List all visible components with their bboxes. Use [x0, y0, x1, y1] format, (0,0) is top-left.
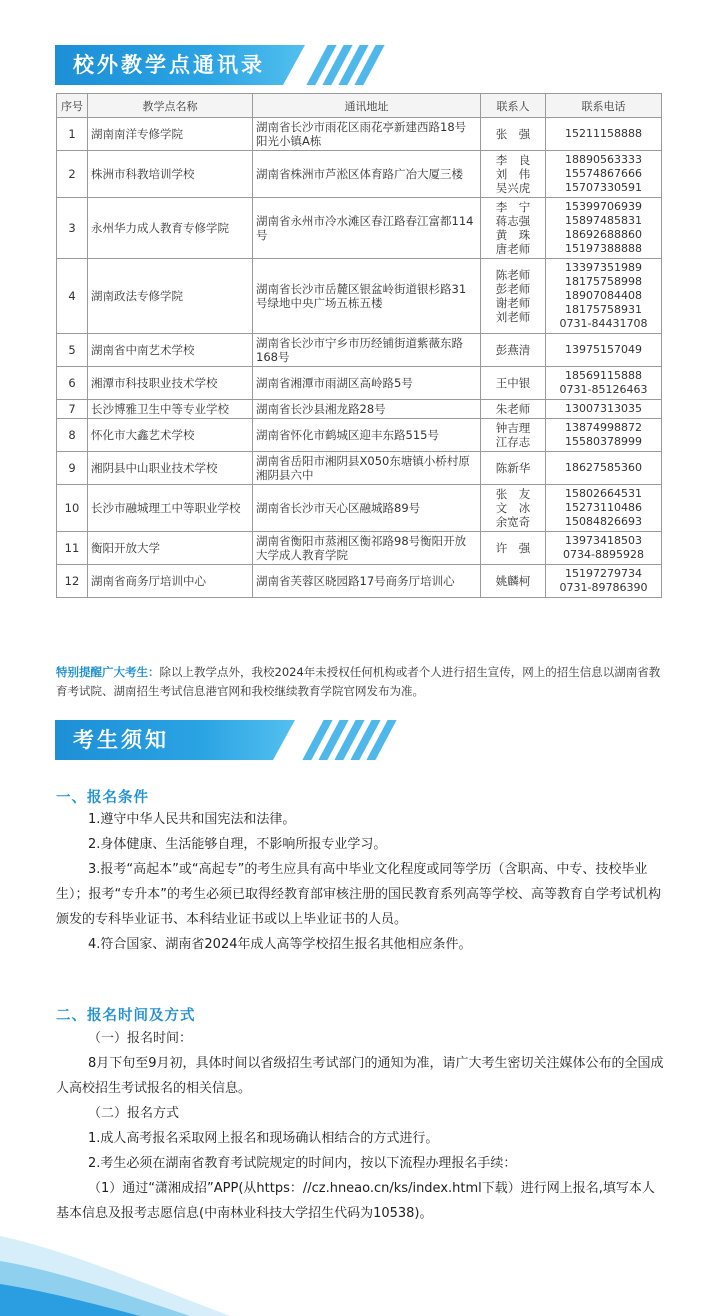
school-name: 湘阴县中山职业技术学校: [88, 452, 253, 485]
contact-phones: [546, 400, 662, 419]
table-row: [57, 419, 662, 452]
table-row: [57, 565, 662, 598]
contact-name: 朱老师: [495, 402, 531, 416]
contact-name: 文 冰: [495, 501, 531, 515]
contact-name: 钟吉理: [495, 421, 531, 435]
row-number: 10: [57, 485, 88, 532]
phone-number: 0731-85126463: [559, 383, 648, 396]
phone-number: 18175758998: [565, 275, 642, 288]
contact-persons: [481, 419, 546, 452]
address: 湖南省长沙市天心区融城路89号: [253, 485, 481, 532]
section-title: 校外教学点通讯录: [73, 53, 265, 77]
contact-phones: [546, 118, 662, 151]
address: 湖南省怀化市鹤城区迎丰东路515号: [253, 419, 481, 452]
row-number: 5: [57, 334, 88, 367]
address: 湖南省永州市冷水滩区春江路春江富都114号: [253, 198, 481, 259]
contact-phones: [546, 532, 662, 565]
contact-name: 彭燕清: [495, 343, 531, 357]
phone-number: 13975157049: [565, 343, 642, 356]
contact-persons: [481, 118, 546, 151]
phone-number: 15574867666: [565, 167, 642, 180]
address: 湖南省衡阳市蒸湘区衡祁路98号衡阳开放大学成人教育学院: [253, 532, 481, 565]
section-banner-notes: [55, 720, 425, 760]
phone-number: 18907084408: [565, 289, 642, 302]
address: 湖南省长沙县湘龙路28号: [253, 400, 481, 419]
directory-table: [56, 93, 662, 598]
contact-name: 王中银: [495, 376, 531, 390]
phone-number: 18627585360: [565, 461, 642, 474]
contact-name: 张 强: [495, 127, 531, 141]
address: 湖南省长沙市宁乡市历经铺街道紫薇东路168号: [253, 334, 481, 367]
row-number: 6: [57, 367, 88, 400]
phone-number: 15084826693: [565, 515, 642, 528]
address: 湖南省岳阳市湘阴县X050东塘镇小桥村原湘阴县六中: [253, 452, 481, 485]
table-row: [57, 485, 662, 532]
registration-details: [56, 1026, 666, 1226]
phone-number: 13973418503: [565, 534, 642, 547]
contact-name: 余宽奇: [495, 515, 531, 529]
school-name: 衡阳开放大学: [88, 532, 253, 565]
contact-name: 彭老师: [495, 282, 531, 296]
table-row: [57, 334, 662, 367]
school-name: 湖南省商务厅培训中心: [88, 565, 253, 598]
conditions-list: [56, 807, 666, 957]
phone-number: 0731-89786390: [559, 581, 648, 594]
notice-label: 特别提醒广大考生：: [56, 665, 160, 679]
contact-persons: [481, 452, 546, 485]
contact-persons: [481, 367, 546, 400]
row-number: 12: [57, 565, 88, 598]
contact-name: 李 宁: [495, 200, 531, 214]
school-name: 株洲市科教培训学校: [88, 151, 253, 198]
phone-number: 15802664531: [565, 487, 642, 500]
contact-phones: [546, 485, 662, 532]
contact-phones: [546, 151, 662, 198]
table-row: [57, 118, 662, 151]
contact-name: 蒋志强: [495, 214, 531, 228]
table-row: [57, 198, 662, 259]
school-name: 长沙博雅卫生中等专业学校: [88, 400, 253, 419]
row-number: 2: [57, 151, 88, 198]
table-row: [57, 452, 662, 485]
phone-number: 15197388888: [565, 242, 642, 255]
school-name: 永州华力成人教育专修学院: [88, 198, 253, 259]
phone-number: 15897485831: [565, 214, 642, 227]
table-row: [57, 532, 662, 565]
row-number: 4: [57, 259, 88, 334]
contact-name: 陈老师: [495, 268, 531, 282]
table-row: [57, 151, 662, 198]
phone-number: 13874998872: [565, 421, 642, 434]
contact-name: 张 友: [495, 487, 531, 501]
notice-text: 除以上教学点外，我校2024年未授权任何机构或者个人进行招生宣传，网上的招生信息以湖南省教育考试院、湖南招生考试信息港官网和我校继续教育学院官网发布为准。: [56, 665, 661, 698]
address: 湖南省芙蓉区晓园路17号商务厅培训心: [253, 565, 481, 598]
method-item: 1.成人高考报名采取网上报名和现场确认相结合的方式进行。: [88, 1131, 439, 1146]
row-number: 8: [57, 419, 88, 452]
phone-number: 18692688860: [565, 228, 642, 241]
condition-item: 3.报考“高起本”或“高起专”的考生应具有高中毕业文化程度或同等学历（含职高、中专、技校毕业生）；报考“专升本”的考生必须已取得经教育部审核注册的国民教育系列高等学校、高等教育自学考试机构颁发的专科毕业证书、本科结业证书或以上毕业证书的人员。: [56, 862, 661, 927]
phone-number: 15399706939: [565, 200, 642, 213]
contact-persons: [481, 565, 546, 598]
table-row: [57, 259, 662, 334]
phone-number: 18569115888: [565, 369, 642, 382]
school-name: 湖南南洋专修学院: [88, 118, 253, 151]
section-title: 考生须知: [73, 728, 169, 752]
phone-number: 15211158888: [565, 127, 642, 140]
address: 湖南省株洲市芦淞区体育路广冶大厦三楼: [253, 151, 481, 198]
contact-persons: [481, 485, 546, 532]
phone-number: 15197279734: [565, 567, 642, 580]
contact-persons: [481, 198, 546, 259]
address: 湖南省湘潭市雨湖区高岭路5号: [253, 367, 481, 400]
phone-number: 0731-84431708: [559, 317, 648, 330]
header-phone: 联系电话: [546, 94, 662, 118]
contact-name: 唐老师: [495, 242, 531, 256]
contact-persons: [481, 334, 546, 367]
phone-number: 15580378999: [565, 435, 642, 448]
contact-persons: [481, 259, 546, 334]
phone-number: 18890563333: [565, 153, 642, 166]
sub-heading-method: （二）报名方式: [88, 1106, 180, 1121]
contact-name: 许 强: [495, 541, 531, 555]
phone-number: 13007313035: [565, 402, 642, 415]
contact-name: 谢老师: [495, 296, 531, 310]
contact-persons: [481, 151, 546, 198]
address: 湖南省长沙市雨花区雨花亭新建西路18号阳光小镇A栋: [253, 118, 481, 151]
contact-phones: [546, 419, 662, 452]
school-name: 湖南省中南艺术学校: [88, 334, 253, 367]
header-address: 通讯地址: [253, 94, 481, 118]
phone-number: 18175758931: [565, 303, 642, 316]
table-row: [57, 400, 662, 419]
heading-registration-conditions: 一、报名条件: [56, 790, 149, 806]
contact-name: 刘 伟: [495, 167, 531, 181]
header-contact: 联系人: [481, 94, 546, 118]
contact-phones: [546, 452, 662, 485]
condition-item: 4.符合国家、湖南省2024年成人高等学校招生报名其他相应条件。: [88, 937, 472, 952]
contact-name: 江存志: [495, 435, 531, 449]
contact-phones: [546, 334, 662, 367]
row-number: 11: [57, 532, 88, 565]
contact-persons: [481, 532, 546, 565]
row-number: 7: [57, 400, 88, 419]
condition-item: 2.身体健康、生活能够自理，不影响所报专业学习。: [88, 837, 387, 852]
table-header-row: [57, 94, 662, 118]
contact-name: 黄 珠: [495, 228, 531, 242]
row-number: 3: [57, 198, 88, 259]
phone-number: 15707330591: [565, 181, 642, 194]
contact-phones: [546, 259, 662, 334]
school-name: 湘潭市科技职业技术学校: [88, 367, 253, 400]
table-row: [57, 367, 662, 400]
heading-registration-time-method: 二、报名时间及方式: [56, 1008, 196, 1024]
corner-wave-decoration: [0, 1206, 260, 1316]
school-name: 湖南政法专修学院: [88, 259, 253, 334]
time-text: 8月下旬至9月初，具体时间以省级招生考试部门的通知为准，请广大考生密切关注媒体公布的全国成人高校招生考试报名的相关信息。: [56, 1056, 664, 1096]
address: 湖南省长沙市岳麓区银盆岭街道银杉路31号绿地中央广场五栋五楼: [253, 259, 481, 334]
condition-item: 1.遵守中华人民共和国宪法和法律。: [88, 812, 296, 827]
contact-persons: [481, 400, 546, 419]
method-item: （1）通过“潇湘成招”APP(从https：//cz.hneao.cn/ks/index.html下载）进行网上报名,填写本人基本信息及报考志愿信息(中南林业科技大学招生代码为10538)。: [56, 1181, 655, 1221]
contact-phones: [546, 367, 662, 400]
contact-name: 刘老师: [495, 310, 531, 324]
header-no: 序号: [57, 94, 88, 118]
row-number: 1: [57, 118, 88, 151]
contact-name: 李 良: [495, 153, 531, 167]
contact-phones: [546, 565, 662, 598]
contact-name: 吴兴虎: [495, 181, 531, 195]
contact-name: 陈新华: [495, 461, 531, 475]
sub-heading-time: （一）报名时间：: [88, 1031, 193, 1046]
section-banner-directory: [55, 45, 425, 85]
phone-number: 15273110486: [565, 501, 642, 514]
contact-phones: [546, 198, 662, 259]
contact-name: 姚麟柯: [495, 574, 531, 588]
phone-number: 13397351989: [565, 261, 642, 274]
special-notice: [56, 663, 666, 701]
row-number: 9: [57, 452, 88, 485]
method-item: 2.考生必须在湖南省教育考试院规定的时间内，按以下流程办理报名手续：: [88, 1156, 517, 1171]
school-name: 怀化市大鑫艺术学校: [88, 419, 253, 452]
school-name: 长沙市融城理工中等职业学校: [88, 485, 253, 532]
header-name: 教学点名称: [88, 94, 253, 118]
phone-number: 0734-8895928: [563, 548, 644, 561]
